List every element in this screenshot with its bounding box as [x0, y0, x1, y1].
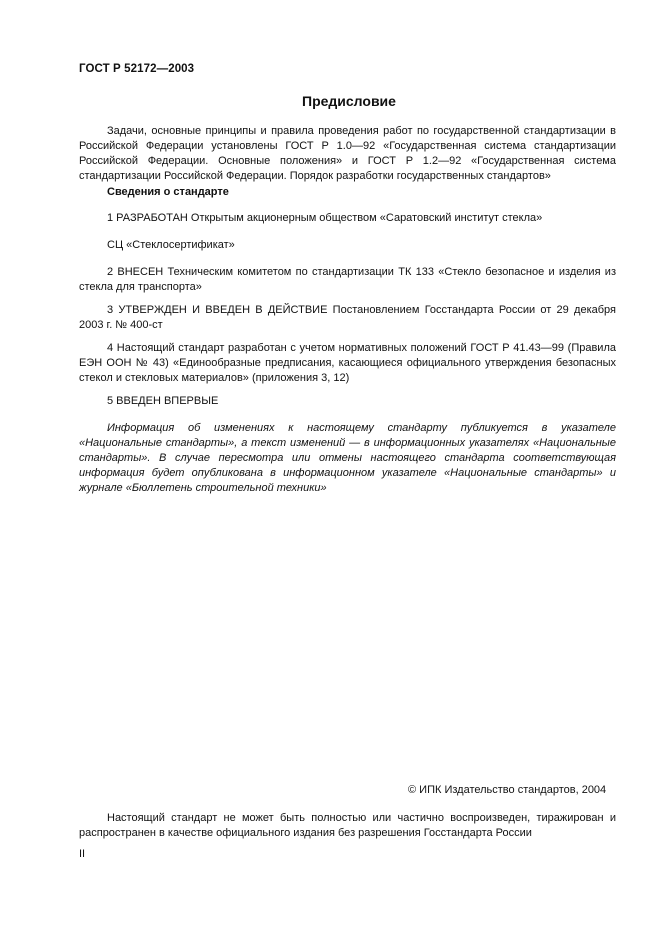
- page-title-text: Предисловие: [302, 93, 396, 109]
- section-heading: Сведения о стандарте: [107, 186, 229, 198]
- intro-paragraph: Задачи, основные принципы и правила проведения работ по государственной стандартизации в Российской Федерации установлены ГОСТ Р 1.0—92 «Государственная система стандартизации Российской Федерации. Основные положения» и ГОСТ Р 1.2—92 «Государственная система стандартизации Российской Федерации. Порядок разработки государственных стандартов»: [79, 125, 616, 182]
- document-header: ГОСТ Р 52172—2003: [79, 63, 195, 75]
- list-item: 3 УТВЕРЖДЕН И ВВЕДЕН В ДЕЙСТВИЕ Постановлением Госстандарта России от 29 декабря 2003 г. № 400-ст: [79, 304, 616, 331]
- reproduction-notice: Настоящий стандарт не может быть полностью или частично воспроизведен, тиражирован и распространен в качестве официального издания без разрешения Госстандарта России: [79, 812, 616, 839]
- copyright-line: © ИПК Издательство стандартов, 2004: [408, 784, 607, 796]
- list-item: 4 Настоящий стандарт разработан с учетом нормативных положений ГОСТ Р 41.43—99 (Правила ЕЭН ООН № 43) «Единообразные предписания, касающиеся официального утверждения безопасных стекол и стекловых материалов» (приложения 3, 12): [79, 342, 616, 384]
- list-item: 5 ВВЕДЕН ВПЕРВЫЕ: [107, 395, 219, 407]
- page-number: II: [79, 848, 86, 860]
- info-note: Информация об изменениях к настоящему стандарту публикуется в указателе «Национальные стандарты», а текст изменений — в информационных указателях «Национальные стандарты». В случае пересмотра или отмены настоящего стандарта соответствующая информация будет опубликована в информационном указателе «Национальные стандарты» и журнале «Бюллетень строительной техники»: [79, 422, 616, 494]
- list-item: 1 РАЗРАБОТАН Открытым акционерным обществом «Саратовский институт стекла»: [107, 212, 543, 224]
- list-item: СЦ «Стеклосертификат»: [107, 239, 235, 251]
- list-item: 2 ВНЕСЕН Техническим комитетом по стандартизации ТК 133 «Стекло безопасное и изделия из стекла для транспорта»: [79, 266, 616, 293]
